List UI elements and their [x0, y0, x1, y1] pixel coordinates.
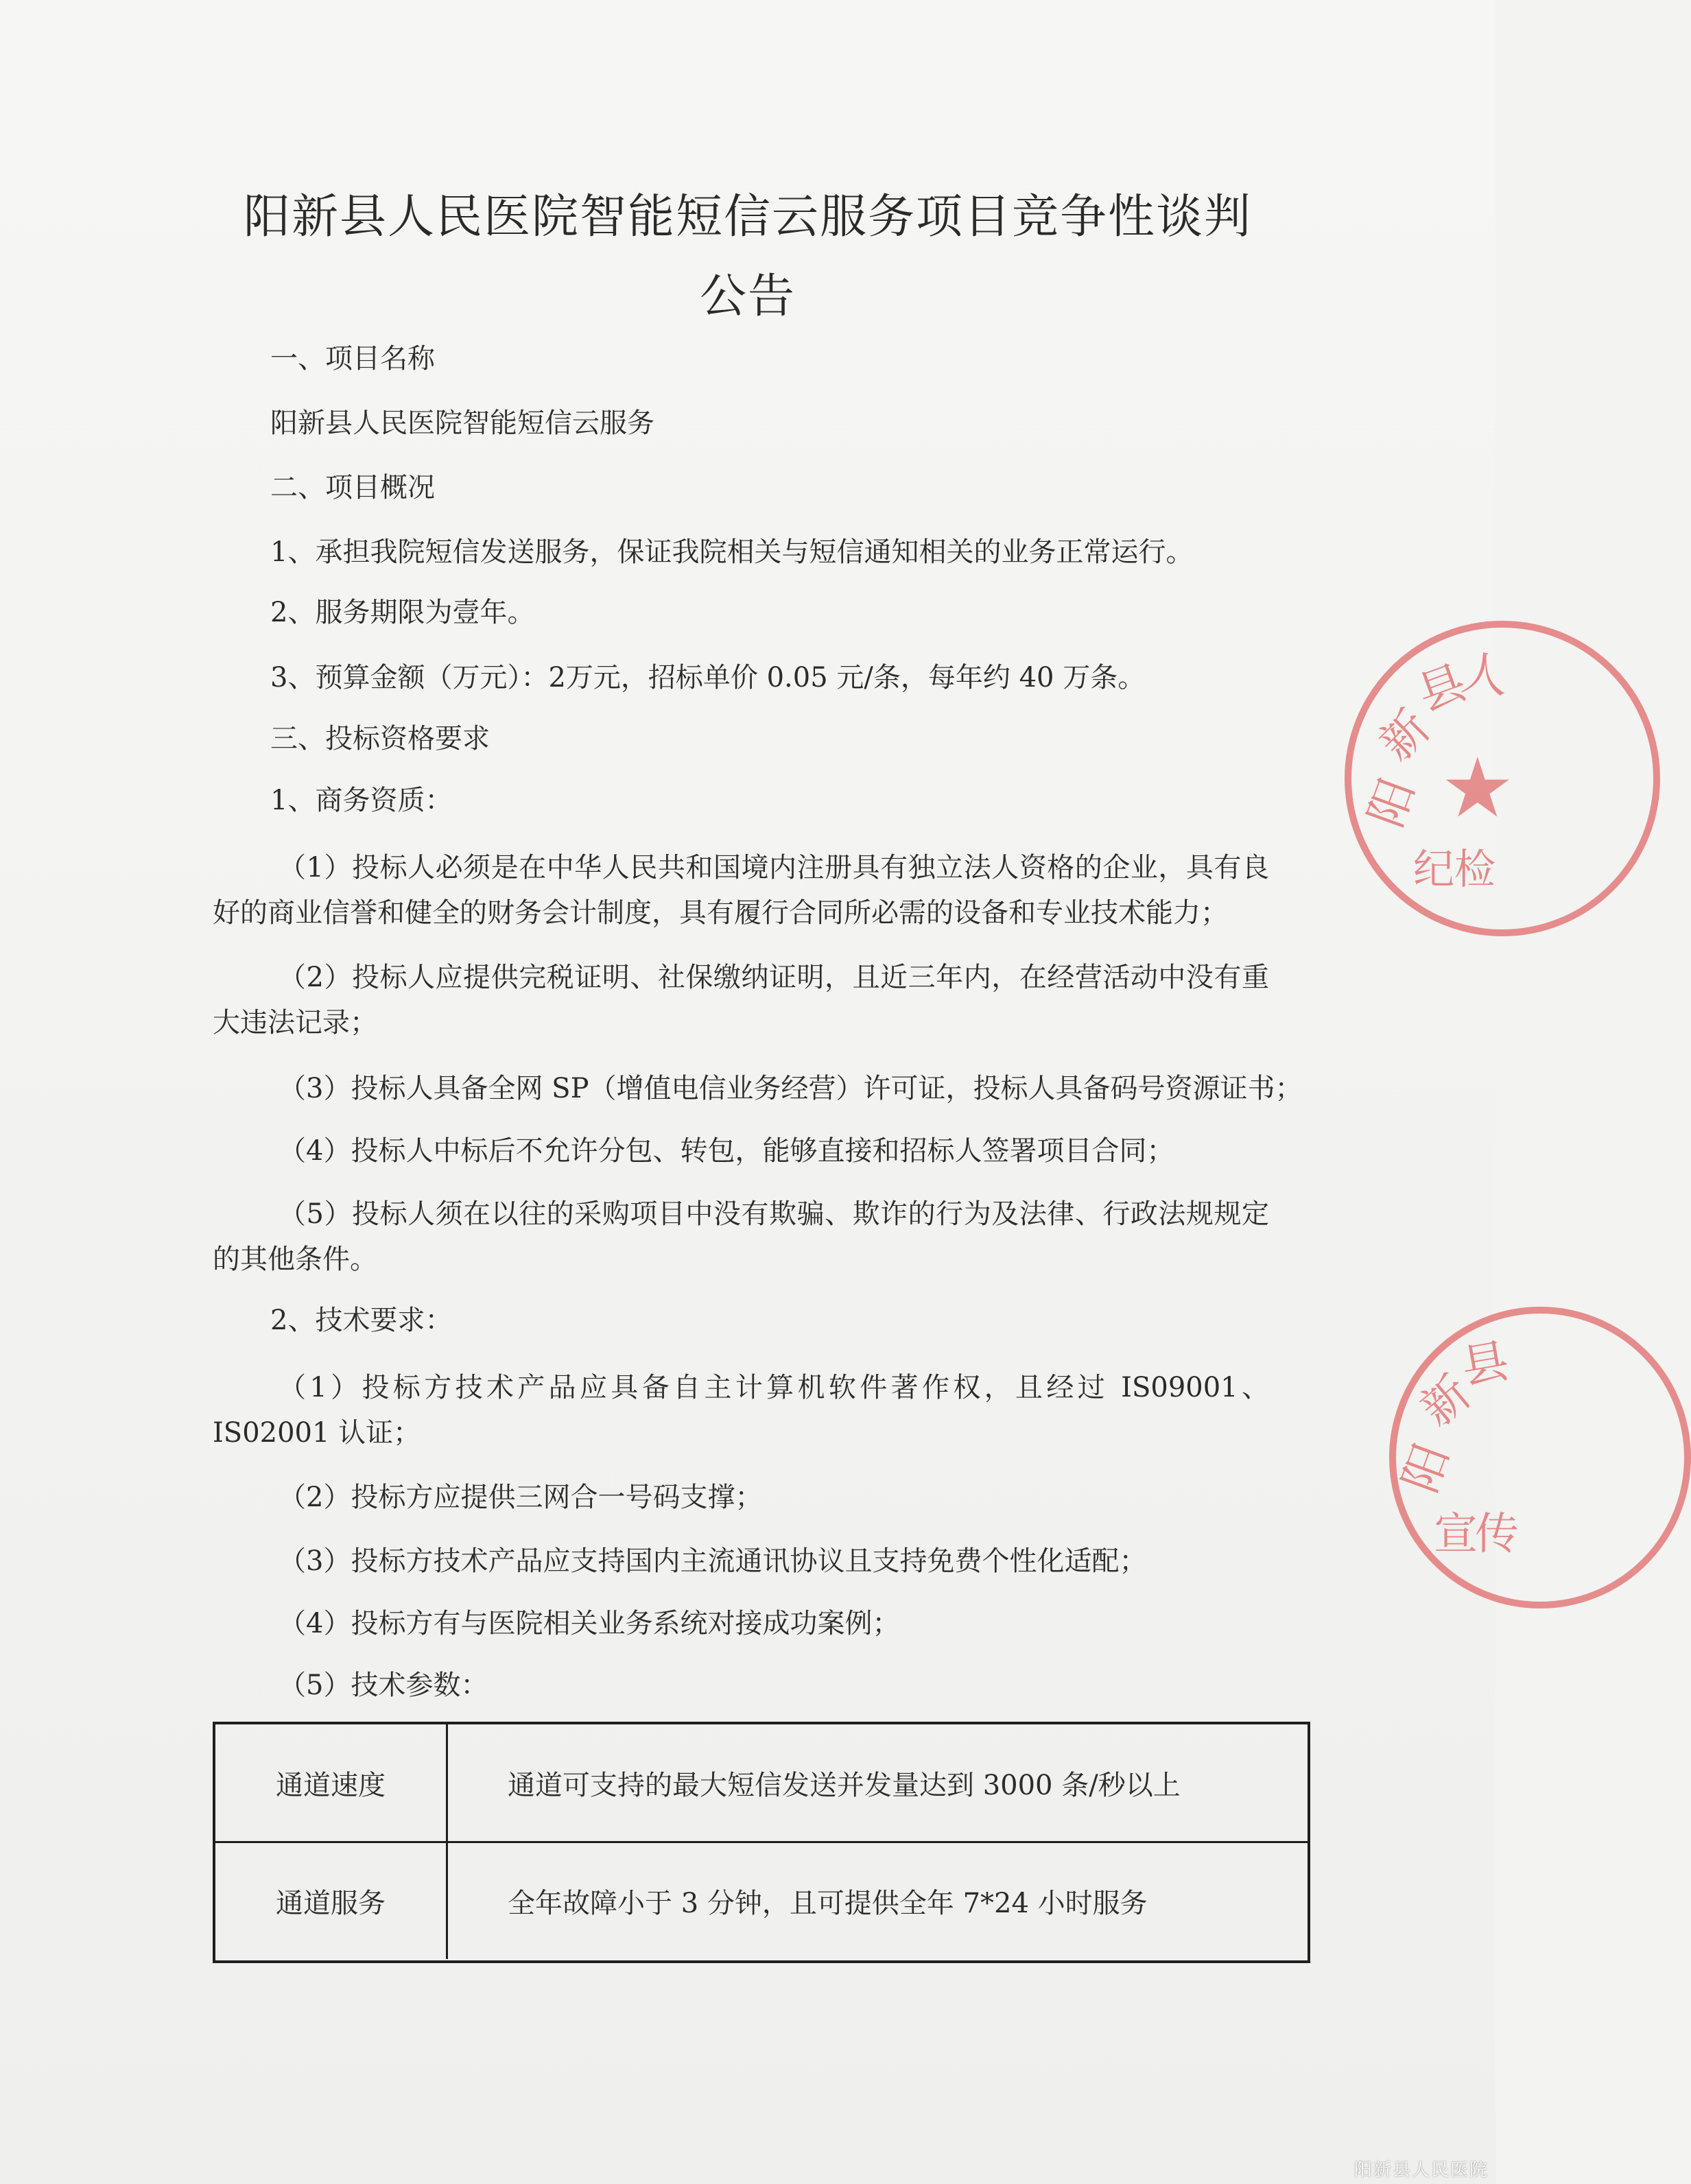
parameter-name: 通道速度: [215, 1724, 448, 1841]
section-heading-project-name: 一、项目名称: [270, 343, 435, 375]
business-requirement-1: （1）投标人必须是在中华人民共和国境内注册具有独立法人资格的企业，具有良好的商业信誉和健全的财务会计制度，具有履行合同所必需的设备和专业技术能力；: [213, 852, 1269, 929]
document-title: 阳新县人民医院智能短信云服务项目竞争性谈判: [243, 190, 1252, 244]
seal-char: 传: [1475, 1509, 1519, 1560]
section-heading-qualification: 三、投标资格要求: [270, 723, 490, 755]
seal-char: 阳: [1358, 772, 1426, 835]
technical-requirement-2: （2）投标方应提供三网合一号码支撑；: [279, 1482, 763, 1513]
overview-item-3: 3、预算金额（万元）：2万元，招标单价 0.05 元/条，每年约 40 万条。: [270, 662, 1146, 693]
watermark: 阳新县人民医院: [1353, 2160, 1489, 2181]
seal-char: 人: [1458, 646, 1510, 704]
subheading-business: 1、商务资质：: [270, 785, 453, 816]
technical-parameters-table: [213, 1722, 1310, 1963]
business-requirement-5: （5）投标人须在以往的采购项目中没有欺骗、欺诈的行为及法律、行政法规规定的其他条件。: [213, 1198, 1269, 1275]
technical-requirement-3: （3）投标方技术产品应支持国内主流通讯协议且支持免费个性化适配；: [279, 1545, 1147, 1577]
table-row: [215, 1842, 1308, 1959]
seal-char: 纪: [1413, 846, 1454, 894]
section-heading-overview: 二、项目概况: [270, 472, 435, 503]
technical-requirement-1: （1）投标方技术产品应具备自主计算机软件著作权，且经过 IS09001、IS02001 认证；: [213, 1372, 1269, 1449]
seal-char: 检: [1454, 846, 1495, 894]
document-title-line2: 公告: [699, 270, 796, 324]
seal-char: 县: [1457, 1333, 1513, 1396]
overview-item-1: 1、承担我院短信发送服务，保证我院相关与短信通知相关的业务正常运行。: [270, 536, 1194, 568]
parameter-value: 通道可支持的最大短信发送并发量达到 3000 条/秒以上: [508, 1769, 1181, 1801]
business-requirement-2: （2）投标人应提供完税证明、社保缴纳证明，且近三年内，在经营活动中没有重大违法记录；: [213, 962, 1269, 1038]
seal-char: 新: [1410, 1365, 1482, 1438]
seal-star-icon: ★: [1441, 741, 1515, 836]
seal-char: 宣: [1434, 1509, 1478, 1560]
parameter-name: 通道服务: [215, 1842, 448, 1959]
business-requirement-3: （3）投标人具备全网 SP（增值电信业务经营）许可证，投标人具备码号资源证书；: [279, 1073, 1303, 1104]
subheading-technical: 2、技术要求：: [270, 1305, 453, 1336]
overview-item-2: 2、服务期限为壹年。: [270, 597, 535, 628]
business-requirement-4: （4）投标人中标后不允许分包、转包，能够直接和招标人签署项目合同；: [279, 1135, 1174, 1167]
table-row: [215, 1724, 1308, 1843]
seal-char: 新: [1369, 700, 1441, 772]
seal-char: 县: [1410, 655, 1474, 722]
technical-requirement-4: （4）投标方有与医院相关业务系统对接成功案例；: [279, 1608, 900, 1639]
project-name-text: 阳新县人民医院智能短信云服务: [270, 407, 654, 439]
technical-requirement-5: （5）技术参数：: [279, 1670, 488, 1701]
seal-char: 阳: [1393, 1437, 1461, 1500]
parameter-value: 全年故障小于 3 分钟，且可提供全年 7*24 小时服务: [508, 1887, 1148, 1919]
